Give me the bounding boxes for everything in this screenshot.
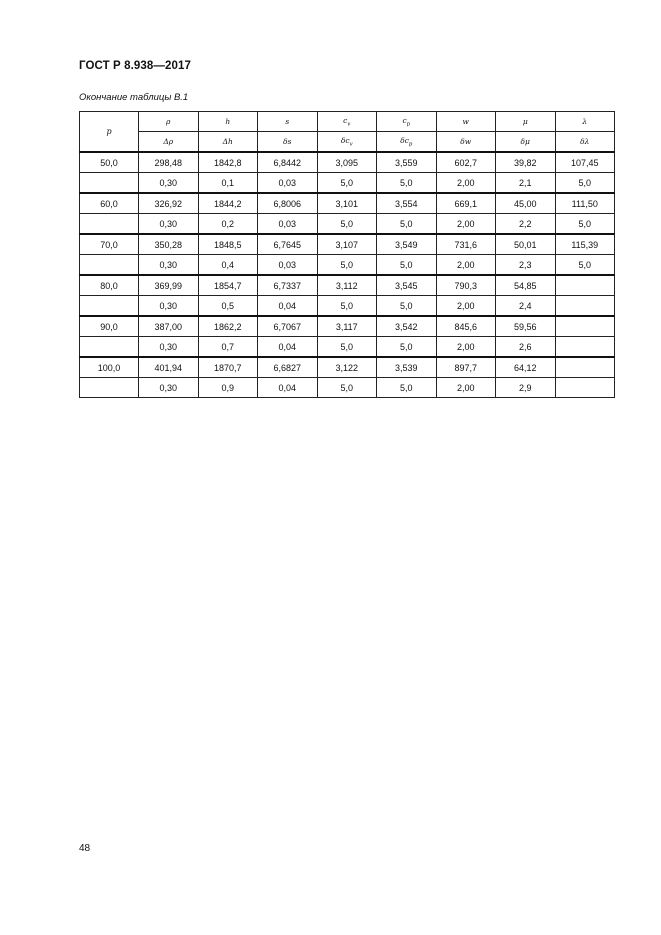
cell-value: 897,7 — [436, 357, 496, 378]
table-row-deviations — [80, 255, 615, 276]
cell-value: 3,549 — [377, 234, 437, 255]
cell-value: 387,00 — [139, 316, 199, 337]
cell-deviation: 2,00 — [436, 173, 496, 194]
cell-value: 3,095 — [317, 152, 377, 173]
cell-value: 1844,2 — [198, 193, 258, 214]
cell-value: 369,99 — [139, 275, 199, 296]
cell-deviation: 5,0 — [317, 173, 377, 194]
cell-empty — [80, 378, 139, 398]
cell-deviation: 2,2 — [496, 214, 556, 235]
cell-deviation: 2,4 — [496, 296, 556, 317]
cell-deviation: 5,0 — [555, 214, 615, 235]
cell-value — [555, 316, 615, 337]
cell-empty — [80, 173, 139, 194]
cell-deviation: 5,0 — [317, 214, 377, 235]
cell-deviation: 2,1 — [496, 173, 556, 194]
cell-deviation: 2,9 — [496, 378, 556, 398]
cell-deviation: 2,00 — [436, 255, 496, 276]
cell-deviation: 0,30 — [139, 337, 199, 358]
subheader-delta-h: Δh — [198, 132, 258, 153]
cell-deviation: 0,03 — [258, 255, 318, 276]
document-header-title: ГОСТ Р 8.938—2017 — [79, 60, 191, 72]
header-h: h — [198, 112, 258, 132]
cell-pressure: 90,0 — [80, 316, 139, 337]
subheader-delta-s: δs — [258, 132, 318, 153]
header-lambda: λ — [555, 112, 615, 132]
cell-value: 669,1 — [436, 193, 496, 214]
cell-deviation: 0,30 — [139, 173, 199, 194]
cell-value: 1862,2 — [198, 316, 258, 337]
cell-deviation: 0,30 — [139, 255, 199, 276]
cell-empty — [80, 296, 139, 317]
cell-deviation: 5,0 — [317, 296, 377, 317]
cell-deviation: 5,0 — [555, 255, 615, 276]
subheader-delta-lambda: δλ — [555, 132, 615, 153]
cell-value: 602,7 — [436, 152, 496, 173]
header-cv: $c_v$ — [317, 112, 377, 132]
subheader-delta-cv: $\delta c_v$ — [317, 132, 377, 153]
cell-empty — [80, 255, 139, 276]
table-row-values — [80, 152, 615, 173]
cell-value: 59,56 — [496, 316, 556, 337]
cell-deviation: 2,00 — [436, 296, 496, 317]
cell-deviation: 2,00 — [436, 337, 496, 358]
cell-value: 326,92 — [139, 193, 199, 214]
cell-value: 115,39 — [555, 234, 615, 255]
cell-deviation: 5,0 — [317, 255, 377, 276]
cell-pressure: 100,0 — [80, 357, 139, 378]
cell-deviation: 0,04 — [258, 378, 318, 398]
cell-value: 3,545 — [377, 275, 437, 296]
cell-deviation: 5,0 — [377, 296, 437, 317]
cell-value: 45,00 — [496, 193, 556, 214]
cell-pressure: 60,0 — [80, 193, 139, 214]
header-s: s — [258, 112, 318, 132]
subheader-delta-rho: Δρ — [139, 132, 199, 153]
cell-value: 50,01 — [496, 234, 556, 255]
cell-value: 3,539 — [377, 357, 437, 378]
cell-value: 3,554 — [377, 193, 437, 214]
table-row-deviations — [80, 378, 615, 398]
cell-value — [555, 357, 615, 378]
cell-deviation: 2,00 — [436, 214, 496, 235]
cell-value: 1848,5 — [198, 234, 258, 255]
cell-value: 3,112 — [317, 275, 377, 296]
header-w: w — [436, 112, 496, 132]
cell-value: 6,7067 — [258, 316, 318, 337]
cell-deviation: 0,7 — [198, 337, 258, 358]
cell-value: 6,7645 — [258, 234, 318, 255]
cell-deviation — [555, 337, 615, 358]
cell-deviation: 2,3 — [496, 255, 556, 276]
cell-deviation: 5,0 — [317, 378, 377, 398]
table-subheader-row — [80, 132, 615, 153]
cell-deviation: 0,30 — [139, 296, 199, 317]
subheader-delta-mu: δμ — [496, 132, 556, 153]
cell-deviation: 0,04 — [258, 337, 318, 358]
cell-deviation: 0,5 — [198, 296, 258, 317]
cell-pressure: 50,0 — [80, 152, 139, 173]
header-rho: ρ — [139, 112, 199, 132]
cell-deviation: 5,0 — [377, 378, 437, 398]
cell-empty — [80, 214, 139, 235]
cell-value: 1870,7 — [198, 357, 258, 378]
cell-deviation: 0,30 — [139, 214, 199, 235]
cell-value: 3,122 — [317, 357, 377, 378]
table-row-values — [80, 316, 615, 337]
cell-value: 39,82 — [496, 152, 556, 173]
cell-deviation: 5,0 — [377, 255, 437, 276]
cell-deviation: 5,0 — [377, 337, 437, 358]
table-body — [80, 152, 615, 398]
header-cp: $c_p$ — [377, 112, 437, 132]
cell-value: 6,7337 — [258, 275, 318, 296]
table-caption: Окончание таблицы В.1 — [79, 92, 189, 103]
cell-value: 107,45 — [555, 152, 615, 173]
properties-table — [79, 111, 615, 398]
table-header-row — [80, 112, 615, 132]
table-row-values — [80, 193, 615, 214]
cell-deviation: 0,9 — [198, 378, 258, 398]
subheader-delta-cp: $\delta c_p$ — [377, 132, 437, 153]
cell-deviation — [555, 378, 615, 398]
cell-pressure: 80,0 — [80, 275, 139, 296]
cell-value: 1842,8 — [198, 152, 258, 173]
cell-deviation: 0,03 — [258, 214, 318, 235]
cell-value: 6,8442 — [258, 152, 318, 173]
page-number: 48 — [79, 843, 91, 854]
cell-empty — [80, 337, 139, 358]
table-row-values — [80, 234, 615, 255]
cell-pressure: 70,0 — [80, 234, 139, 255]
cell-deviation: 0,2 — [198, 214, 258, 235]
cell-deviation: 2,00 — [436, 378, 496, 398]
cell-value: 64,12 — [496, 357, 556, 378]
header-p: p — [80, 112, 139, 153]
cell-deviation: 0,30 — [139, 378, 199, 398]
cell-value: 3,107 — [317, 234, 377, 255]
cell-value: 3,117 — [317, 316, 377, 337]
cell-value: 54,85 — [496, 275, 556, 296]
table-row-deviations — [80, 214, 615, 235]
cell-value: 6,6827 — [258, 357, 318, 378]
table-row-deviations — [80, 296, 615, 317]
cell-deviation: 5,0 — [555, 173, 615, 194]
cell-value: 1854,7 — [198, 275, 258, 296]
table-row-deviations — [80, 173, 615, 194]
table-row-values — [80, 357, 615, 378]
subheader-delta-w: δw — [436, 132, 496, 153]
cell-value: 6,8006 — [258, 193, 318, 214]
cell-value: 845,6 — [436, 316, 496, 337]
cell-value: 111,50 — [555, 193, 615, 214]
cell-value: 790,3 — [436, 275, 496, 296]
cell-value: 731,6 — [436, 234, 496, 255]
cell-deviation: 0,4 — [198, 255, 258, 276]
cell-value — [555, 275, 615, 296]
cell-value: 350,28 — [139, 234, 199, 255]
cell-deviation: 5,0 — [377, 214, 437, 235]
cell-value: 401,94 — [139, 357, 199, 378]
table-row-deviations — [80, 337, 615, 358]
cell-value: 298,48 — [139, 152, 199, 173]
cell-deviation: 0,04 — [258, 296, 318, 317]
cell-value: 3,542 — [377, 316, 437, 337]
cell-deviation: 2,6 — [496, 337, 556, 358]
cell-deviation: 5,0 — [317, 337, 377, 358]
cell-deviation: 0,03 — [258, 173, 318, 194]
cell-deviation: 0,1 — [198, 173, 258, 194]
table-row-values — [80, 275, 615, 296]
cell-value: 3,559 — [377, 152, 437, 173]
cell-value: 3,101 — [317, 193, 377, 214]
cell-deviation — [555, 296, 615, 317]
cell-deviation: 5,0 — [377, 173, 437, 194]
header-mu: μ — [496, 112, 556, 132]
